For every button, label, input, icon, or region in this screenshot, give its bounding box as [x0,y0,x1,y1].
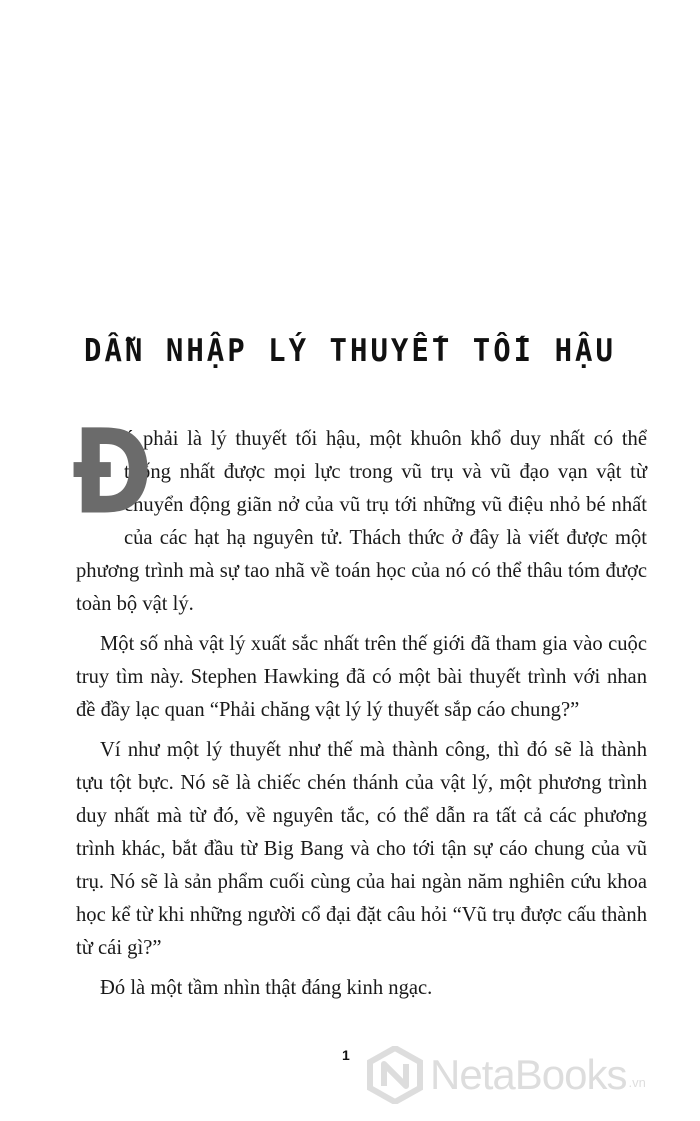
paragraph-text: ó phải là lý thuyết tối hậu, một khuôn khổ duy nhất có thể thống nhất được mọi lực trong vũ trụ và vũ đạo vạn vật từ chuyển động giãn nở của vũ trụ tới những vũ điệu nhỏ bé nhất của các hạt hạ nguyên tử. Thách thức ở đây là viết được một phương trình mà sự tao nhã về toán học của nó có thể thâu tóm được toàn bộ vật lý. [76,428,647,615]
chapter-title: DẪN NHẬP LÝ THUYẾT TỐI HẬU [84,331,616,369]
watermark-text: NetaBooks [430,1051,627,1098]
paragraph-3: Ví như một lý thuyết như thế mà thành công, thì đó sẽ là thành tựu tột bực. Nó sẽ là chiếc chén thánh của vật lý, một phương trình duy nhất mà từ đó, về nguyên tắc, có thể dẫn ra tất cả các phương trình khác, bắt đầu từ Big Bang và cho tới tận sự cáo chung của vũ trụ. Nó sẽ là sản phẩm cuối cùng của hai ngàn năm nghiên cứu khoa học kể từ khi những người cổ đại đặt câu hỏi “Vũ trụ được cấu thành từ cái gì?” [76,739,647,959]
paragraph-2: Một số nhà vật lý xuất sắc nhất trên thế giới đã tham gia vào cuộc truy tìm này. Stephen Hawking đã có một bài thuyết trình với nhan đề đầy lạc quan “Phải chăng vật lý lý thuyết sắp cáo chung?” [76,633,647,721]
paragraph-4: Đó là một tầm nhìn thật đáng kinh ngạc. [100,977,433,999]
watermark [366,1046,646,1104]
page-number: 1 [342,1047,350,1063]
chapter-body [72,403,647,1005]
drop-cap: Đ [72,403,153,541]
paragraph-1 [72,403,647,621]
netabooks-logo-icon [366,1046,424,1104]
watermark-suffix: .vn [628,1074,646,1090]
